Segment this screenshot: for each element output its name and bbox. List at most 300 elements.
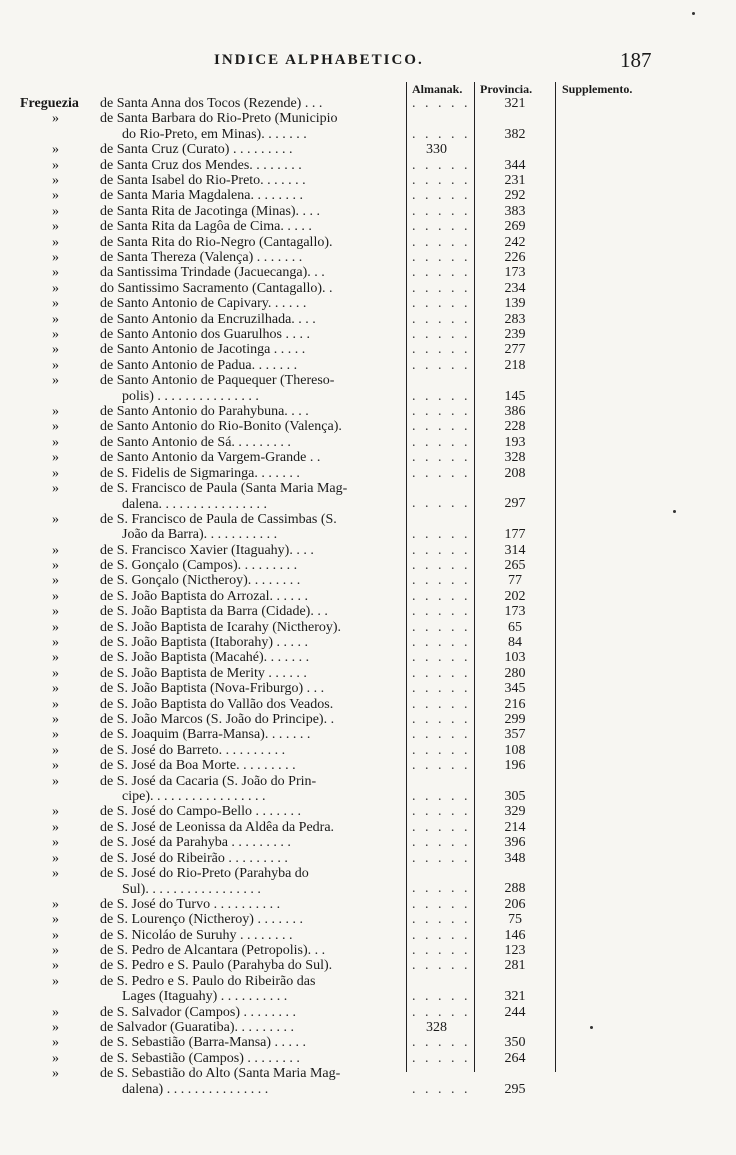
- provincia-value: 265: [504, 558, 526, 573]
- index-entry: [0, 419, 736, 434]
- index-entry: [0, 912, 736, 927]
- entry-text: [100, 958, 402, 974]
- entry-text: [100, 373, 402, 404]
- index-entry: [0, 866, 736, 897]
- provincia-value: 299: [504, 712, 526, 727]
- entry-line: de S. João Baptista (Itaborahy) . . . . .: [100, 635, 309, 650]
- entry-text: [100, 835, 402, 851]
- entry-text: [100, 712, 402, 728]
- almanak-value: . . . . .: [412, 527, 471, 543]
- entry-line: de S. José do Ribeirão . . . . . . . . .: [100, 850, 288, 866]
- entry-text: [100, 173, 402, 189]
- entry-line: de S. José do Rio-Preto (Parahyba do: [100, 866, 309, 881]
- provincia-value: 228: [504, 419, 526, 435]
- ditto-mark: »: [52, 804, 59, 820]
- entry-line: João da Barra). . . . . . . . . . .: [122, 527, 278, 543]
- almanak-value: . . . . .: [412, 342, 471, 358]
- entry-line: de S. Fidelis de Sigmaringa. . . . . . .: [100, 465, 300, 481]
- almanak-value: . . . . .: [412, 604, 471, 620]
- almanak-value: . . . . .: [412, 573, 471, 589]
- provincia-value: 75: [508, 912, 522, 928]
- provincia-value: 386: [504, 404, 526, 419]
- index-entry: [0, 450, 736, 465]
- index-entry: [0, 1020, 736, 1035]
- ditto-mark: »: [52, 635, 59, 650]
- index-entry: [0, 435, 736, 450]
- provincia-value: 231: [504, 173, 526, 188]
- ditto-mark: »: [52, 850, 59, 866]
- almanak-value: . . . . .: [412, 742, 471, 758]
- entry-text: [100, 219, 402, 235]
- entry-line: de S. João Baptista do Vallão dos Veados.: [100, 696, 334, 712]
- entry-text: [100, 342, 402, 358]
- entry-text: [100, 758, 402, 774]
- entry-line: de S. José de Leonissa da Aldêa da Pedra.: [100, 819, 335, 835]
- provincia-value: 328: [504, 450, 526, 466]
- ditto-mark: »: [52, 896, 59, 912]
- ditto-mark: »: [52, 665, 59, 681]
- print-speck: [673, 510, 676, 513]
- entry-text: [100, 312, 402, 328]
- index-entry: [0, 573, 736, 588]
- entry-text: [100, 327, 402, 343]
- entry-line: de Santo Antonio de Padua. . . . . . .: [100, 357, 298, 373]
- ditto-mark: »: [52, 681, 59, 697]
- entry-text: [100, 604, 402, 620]
- index-entry: [0, 543, 736, 558]
- almanak-value: . . . . .: [412, 989, 471, 1005]
- provincia-value: 292: [504, 188, 526, 204]
- almanak-value: . . . . .: [412, 650, 471, 666]
- almanak-value: . . . . .: [412, 250, 471, 265]
- ditto-mark: »: [52, 173, 59, 188]
- entry-line: dalena. . . . . . . . . . . . . . . .: [122, 496, 268, 512]
- column-header-provincia: Provincia.: [480, 82, 533, 96]
- index-entry: [0, 743, 736, 758]
- ditto-mark: »: [52, 311, 59, 327]
- index-entry: [0, 712, 736, 727]
- index-entry: [0, 281, 736, 296]
- ditto-mark: »: [52, 327, 59, 342]
- provincia-value: 314: [504, 542, 526, 558]
- index-entry: [0, 466, 736, 481]
- entry-line: de Santa Rita da Lagôa de Cima. . . . .: [100, 219, 312, 235]
- almanak-value: . . . . .: [412, 588, 471, 604]
- almanak-value: . . . . .: [412, 804, 471, 820]
- almanak-value: . . . . .: [412, 819, 471, 835]
- index-entry: [0, 265, 736, 280]
- ditto-mark: »: [52, 742, 59, 758]
- entry-line: de Santo Antonio de Jacotinga . . . . .: [100, 342, 306, 358]
- entry-text: [100, 142, 402, 158]
- almanak-value: . . . . .: [412, 434, 471, 450]
- almanak-value: 330: [426, 142, 447, 158]
- almanak-value: . . . . .: [412, 404, 471, 419]
- provincia-value: 329: [504, 804, 526, 820]
- ditto-mark: »: [52, 234, 59, 250]
- entry-text: [100, 281, 402, 297]
- almanak-value: . . . . .: [412, 681, 471, 697]
- entry-text: [100, 589, 402, 605]
- provincia-value: 269: [504, 219, 526, 235]
- entry-text: [100, 1035, 402, 1051]
- ditto-mark: »: [52, 250, 59, 265]
- index-entry: [0, 219, 736, 234]
- index-entry: [0, 650, 736, 665]
- provincia-value: 305: [504, 788, 526, 804]
- entry-line: de Santo Antonio de Sá. . . . . . . . .: [100, 434, 291, 450]
- ditto-mark: »: [52, 1066, 59, 1082]
- almanak-value: . . . . .: [412, 665, 471, 681]
- almanak-value: . . . . .: [412, 157, 471, 173]
- entry-text: [100, 204, 402, 220]
- entry-text: [100, 558, 402, 574]
- entry-text: [100, 235, 402, 251]
- index-entry: [0, 589, 736, 604]
- almanak-value: 328: [426, 1020, 447, 1035]
- provincia-value: 226: [504, 250, 526, 265]
- almanak-value: . . . . .: [412, 203, 471, 219]
- provincia-value: 216: [504, 696, 526, 712]
- ditto-mark: »: [52, 219, 59, 235]
- ditto-mark: »: [52, 434, 59, 450]
- index-entry: [0, 342, 736, 357]
- entry-text: [100, 666, 402, 682]
- entry-line: de S. Salvador (Campos) . . . . . . . .: [100, 1004, 296, 1020]
- entry-line: de S. Gonçalo (Nictheroy). . . . . . . .: [100, 573, 301, 589]
- entry-line: de S. Pedro e S. Paulo (Parahyba do Sul).: [100, 958, 333, 974]
- ditto-mark: »: [52, 465, 59, 481]
- page-title: INDICE ALPHABETICO.: [214, 52, 424, 68]
- provincia-value: 277: [504, 342, 526, 358]
- index-entry: [0, 804, 736, 819]
- almanak-value: . . . . .: [412, 496, 471, 512]
- almanak-value: . . . . .: [412, 696, 471, 712]
- index-entry: [0, 928, 736, 943]
- entry-line: de Santa Cruz dos Mendes. . . . . . . .: [100, 157, 302, 173]
- almanak-value: . . . . .: [412, 1035, 471, 1051]
- almanak-value: . . . . .: [412, 465, 471, 481]
- almanak-value: . . . . .: [412, 1050, 471, 1066]
- almanak-value: . . . . .: [412, 912, 471, 928]
- entry-line: de Santo Antonio de Paquequer (Thereso-: [100, 373, 335, 389]
- index-entry: [0, 173, 736, 188]
- provincia-value: 202: [504, 588, 526, 604]
- entry-text: [100, 851, 402, 867]
- almanak-value: . . . . .: [412, 758, 471, 774]
- entry-line: de S. João Marcos (S. João do Principe). .: [100, 712, 335, 727]
- index-entry: [0, 96, 736, 111]
- provincia-value: 345: [504, 681, 526, 697]
- entry-line: de S. José do Turvo . . . . . . . . . .: [100, 896, 281, 912]
- almanak-value: . . . . .: [412, 835, 471, 851]
- index-entry: [0, 681, 736, 696]
- almanak-value: . . . . .: [412, 327, 471, 342]
- almanak-value: . . . . .: [412, 927, 471, 943]
- entry-text: [100, 928, 402, 944]
- almanak-value: . . . . .: [412, 958, 471, 974]
- ditto-mark: »: [52, 819, 59, 835]
- entry-line: de S. José da Cacaria (S. João do Prin-: [100, 773, 317, 789]
- ditto-mark: »: [52, 1004, 59, 1020]
- provincia-value: 239: [504, 327, 526, 342]
- index-entry: [0, 111, 736, 142]
- ditto-mark: »: [52, 604, 59, 620]
- provincia-value: 234: [504, 280, 526, 296]
- entry-text: [100, 912, 402, 928]
- page-number: 187: [620, 48, 652, 72]
- ditto-mark: »: [52, 927, 59, 943]
- provincia-value: 84: [508, 635, 522, 650]
- provincia-value: 321: [504, 96, 526, 111]
- provincia-value: 108: [504, 742, 526, 758]
- entry-line: de Salvador (Guaratiba). . . . . . . . .: [100, 1020, 294, 1035]
- index-entry: [0, 558, 736, 573]
- entry-line: de S. Pedro e S. Paulo do Ribeirão das: [100, 973, 316, 989]
- almanak-value: . . . . .: [412, 188, 471, 204]
- column-header-supplemento: Supplemento.: [562, 82, 633, 96]
- ditto-mark: »: [52, 912, 59, 928]
- entry-line: de Santo Antonio do Parahybuna. . . .: [100, 404, 309, 419]
- index-entry: [0, 835, 736, 850]
- index-entry: [0, 373, 736, 404]
- entry-text: [100, 435, 402, 451]
- provincia-value: 242: [504, 234, 526, 250]
- entry-line: de S. João Baptista do Arrozal. . . . . .: [100, 588, 309, 604]
- entry-line: de S. Francisco de Paula (Santa Maria Mag-: [100, 481, 348, 496]
- provincia-value: 206: [504, 896, 526, 912]
- provincia-value: 382: [504, 126, 526, 142]
- almanak-value: . . . . .: [412, 296, 471, 312]
- ditto-mark: »: [52, 280, 59, 296]
- provincia-value: 283: [504, 311, 526, 327]
- entry-line: dalena) . . . . . . . . . . . . . . .: [122, 1081, 269, 1097]
- provincia-value: 103: [504, 650, 526, 666]
- almanak-value: . . . . .: [412, 1081, 471, 1097]
- index-entry: [0, 635, 736, 650]
- entry-text: [100, 743, 402, 759]
- index-entry: [0, 897, 736, 912]
- entry-text: [100, 820, 402, 836]
- index-entry: [0, 1005, 736, 1020]
- provincia-value: 208: [504, 465, 526, 481]
- almanak-value: . . . . .: [412, 712, 471, 727]
- entry-line: de S. Nicoláo de Suruhy . . . . . . . .: [100, 927, 293, 943]
- index-entry: [0, 404, 736, 419]
- provincia-value: 264: [504, 1050, 526, 1066]
- entry-line: de S. Sebastião do Alto (Santa Maria Mag-: [100, 1066, 341, 1082]
- entry-text: [100, 450, 402, 466]
- ditto-mark: »: [52, 1050, 59, 1066]
- provincia-value: 65: [508, 619, 522, 635]
- almanak-value: . . . . .: [412, 280, 471, 296]
- index-entry: [0, 296, 736, 311]
- ditto-mark: »: [52, 696, 59, 712]
- entry-text: [100, 111, 402, 142]
- ditto-mark: »: [52, 866, 59, 881]
- entry-text: [100, 650, 402, 666]
- almanak-value: . . . . .: [412, 727, 471, 743]
- index-entry: [0, 851, 736, 866]
- index-entry: [0, 512, 736, 543]
- entry-line: de S. José da Boa Morte. . . . . . . . .: [100, 758, 296, 774]
- provincia-value: 173: [504, 265, 526, 281]
- entry-text: [100, 481, 402, 512]
- entry-line: de Santa Barbara do Rio-Preto (Municipio: [100, 111, 338, 127]
- entry-text: [100, 1051, 402, 1067]
- ditto-mark: »: [52, 542, 59, 558]
- entry-text: [100, 512, 402, 543]
- entry-text: [100, 1005, 402, 1021]
- almanak-value: . . . . .: [412, 635, 471, 650]
- ditto-mark: »: [52, 558, 59, 573]
- entry-line: de Santa Maria Magdalena. . . . . . . .: [100, 188, 303, 204]
- index-entry: [0, 943, 736, 958]
- index-entry: [0, 1066, 736, 1097]
- ditto-mark: »: [52, 758, 59, 774]
- provincia-value: 244: [504, 1004, 526, 1020]
- index-entry: [0, 204, 736, 219]
- provincia-value: 173: [504, 604, 526, 620]
- entry-line: de Santa Anna dos Tocos (Rezende) . . .: [100, 96, 323, 111]
- index-entry: [0, 697, 736, 712]
- almanak-value: . . . . .: [412, 850, 471, 866]
- provincia-value: 214: [504, 819, 526, 835]
- almanak-value: . . . . .: [412, 265, 471, 281]
- entry-line: Lages (Itaguahy) . . . . . . . . . .: [122, 989, 288, 1005]
- almanak-value: . . . . .: [412, 788, 471, 804]
- ditto-mark: »: [52, 773, 59, 789]
- index-entry: [0, 312, 736, 327]
- almanak-value: . . . . .: [412, 542, 471, 558]
- ditto-mark: »: [52, 373, 59, 389]
- index-entry: [0, 1035, 736, 1050]
- index-entry: [0, 620, 736, 635]
- ditto-mark: »: [52, 573, 59, 589]
- provincia-value: 321: [504, 989, 526, 1005]
- entry-line: de S. Francisco de Paula de Cassimbas (S.: [100, 511, 337, 527]
- provincia-value: 218: [504, 357, 526, 373]
- column-header-almanak: Almanak.: [412, 82, 463, 96]
- ditto-mark: »: [52, 943, 59, 958]
- ditto-mark: »: [52, 712, 59, 727]
- provincia-value: 348: [504, 850, 526, 866]
- index-entry: [0, 974, 736, 1005]
- entry-text: [100, 296, 402, 312]
- almanak-value: . . . . .: [412, 419, 471, 435]
- provincia-value: 295: [504, 1081, 526, 1097]
- almanak-value: . . . . .: [412, 126, 471, 142]
- ditto-mark: »: [52, 450, 59, 466]
- ditto-mark: »: [52, 188, 59, 204]
- ditto-mark: »: [52, 203, 59, 219]
- ditto-mark: »: [52, 835, 59, 851]
- print-speck: [692, 12, 695, 15]
- entry-text: [100, 681, 402, 697]
- almanak-value: . . . . .: [412, 619, 471, 635]
- entry-line: de S. Gonçalo (Campos). . . . . . . . .: [100, 558, 298, 573]
- entry-line: de S. Pedro de Alcantara (Petropolis). . .: [100, 943, 326, 958]
- ditto-mark: »: [52, 958, 59, 974]
- provincia-value: 280: [504, 665, 526, 681]
- almanak-value: . . . . .: [412, 450, 471, 466]
- provincia-value: 357: [504, 727, 526, 743]
- entry-text: [100, 697, 402, 713]
- provincia-value: 193: [504, 434, 526, 450]
- ditto-mark: »: [52, 481, 59, 496]
- print-speck: [590, 1026, 593, 1029]
- almanak-value: . . . . .: [412, 357, 471, 373]
- entry-text: [100, 620, 402, 636]
- index-entry: [0, 1051, 736, 1066]
- entry-text: [100, 1066, 402, 1097]
- index-entry: [0, 820, 736, 835]
- index-entry: [0, 958, 736, 973]
- page-header: [0, 48, 736, 76]
- ditto-mark: »: [52, 1020, 59, 1035]
- entry-line: de S. João Baptista de Merity . . . . . .: [100, 665, 307, 681]
- provincia-value: 177: [504, 527, 526, 543]
- ditto-mark: »: [52, 650, 59, 666]
- entry-text: [100, 943, 402, 959]
- ditto-mark: »: [52, 157, 59, 173]
- provincia-value: 396: [504, 835, 526, 851]
- index-entry: [0, 727, 736, 742]
- entry-line: Sul). . . . . . . . . . . . . . . . .: [122, 881, 261, 897]
- index-entry: [0, 774, 736, 805]
- index-entry: [0, 188, 736, 203]
- almanak-value: . . . . .: [412, 173, 471, 188]
- entry-line: do Rio-Preto, em Minas). . . . . . .: [122, 126, 307, 142]
- entry-line: cipe). . . . . . . . . . . . . . . . .: [122, 789, 266, 805]
- entry-line: de S. João Baptista de Icarahy (Nictheroy).: [100, 619, 342, 635]
- entry-text: [100, 543, 402, 559]
- ditto-mark: »: [52, 342, 59, 358]
- entry-line: de Santo Antonio dos Guarulhos . . . .: [100, 327, 310, 342]
- entry-line: de S. Joaquim (Barra-Mansa). . . . . . .: [100, 727, 311, 743]
- almanak-value: . . . . .: [412, 388, 471, 404]
- entry-line: de S. José do Campo-Bello . . . . . . .: [100, 804, 302, 820]
- entry-text: [100, 158, 402, 174]
- entry-text: [100, 635, 402, 651]
- entry-text: [100, 1020, 402, 1036]
- entry-line: de Santa Rita de Jacotinga (Minas). . . .: [100, 203, 321, 219]
- provincia-value: 196: [504, 758, 526, 774]
- ditto-mark: »: [52, 511, 59, 527]
- entry-line: de S. João Baptista (Macahé). . . . . . .: [100, 650, 310, 666]
- entry-line: de S. Lourenço (Nictheroy) . . . . . . .: [100, 912, 303, 928]
- entry-text: [100, 404, 402, 420]
- entry-line: de Santa Thereza (Valença) . . . . . . .: [100, 250, 303, 265]
- almanak-value: . . . . .: [412, 558, 471, 573]
- provincia-value: 288: [504, 881, 526, 897]
- provincia-value: 145: [504, 388, 526, 404]
- index-entry: [0, 235, 736, 250]
- entry-text: [100, 188, 402, 204]
- entry-text: [100, 727, 402, 743]
- provincia-value: 297: [504, 496, 526, 512]
- index-entry: [0, 604, 736, 619]
- ditto-mark: »: [52, 619, 59, 635]
- almanak-value: . . . . .: [412, 234, 471, 250]
- index-entry: [0, 158, 736, 173]
- entry-text: [100, 250, 402, 266]
- ditto-mark: »: [52, 973, 59, 989]
- provincia-value: 139: [504, 296, 526, 312]
- index-entry: [0, 358, 736, 373]
- entry-line: de Santa Cruz (Curato) . . . . . . . . .: [100, 142, 293, 158]
- almanak-value: . . . . .: [412, 1004, 471, 1020]
